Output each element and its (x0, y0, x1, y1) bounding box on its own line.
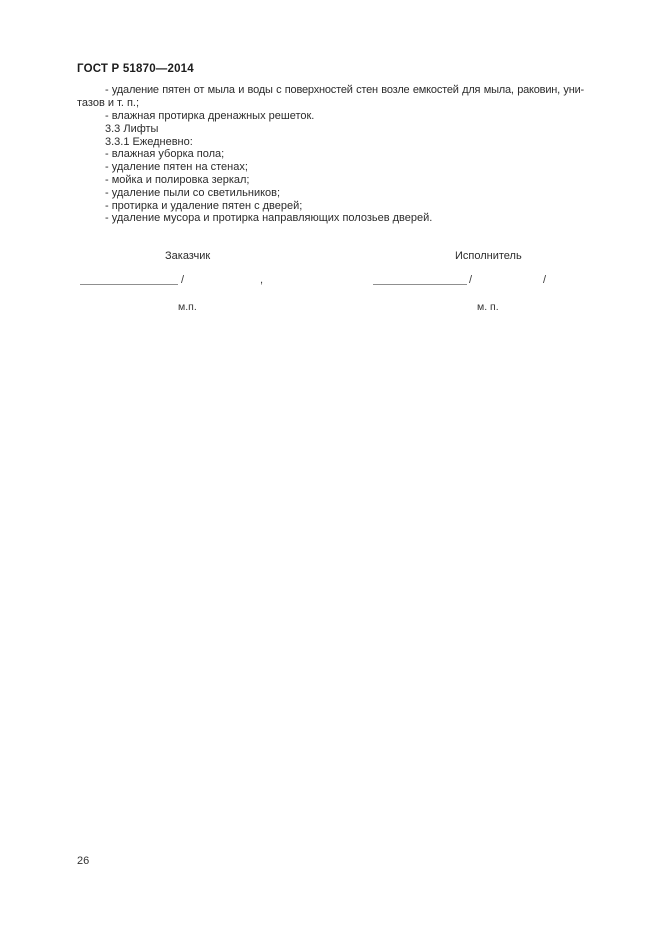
list-item: 3.3.1 Ежедневно: (105, 135, 193, 148)
list-item: - удаление пятен на стенах; (105, 161, 248, 174)
customer-comma: , (260, 274, 264, 286)
customer-label: Заказчик (165, 250, 211, 262)
clause-list (105, 110, 432, 225)
list-item: - мойка и полировка зеркал; (105, 173, 250, 186)
list-item: 3.3 Лифты (105, 122, 159, 135)
customer-seal-mark: м.п. (178, 301, 197, 313)
list-item: - влажная протирка дренажных решеток. (105, 110, 315, 122)
paragraph-line-justified: - удаление пятен от мыла и воды с поверхностей стен возле емкостей для мыла, раковин, уни- (105, 84, 584, 96)
list-item: - влажная уборка пола; (105, 148, 225, 161)
executor-slash-1: / (469, 274, 473, 286)
customer-signature-line (80, 284, 178, 285)
list-item: - удаление мусора и протирка направляющих полозьев дверей. (105, 212, 433, 225)
executor-slash-2: / (543, 274, 547, 286)
executor-label: Исполнитель (455, 250, 522, 262)
executor-signature-line (373, 284, 467, 285)
list-item: - удаление пыли со светильников; (105, 186, 281, 199)
executor-seal-mark: м. п. (477, 301, 499, 313)
page-number: 26 (77, 855, 90, 867)
customer-slash: / (181, 274, 185, 286)
document-code-header: ГОСТ Р 51870—2014 (77, 63, 194, 75)
list-item: - протирка и удаление пятен с дверей; (105, 199, 303, 212)
paragraph-line-continuation: тазов и т. п.; (77, 97, 140, 109)
